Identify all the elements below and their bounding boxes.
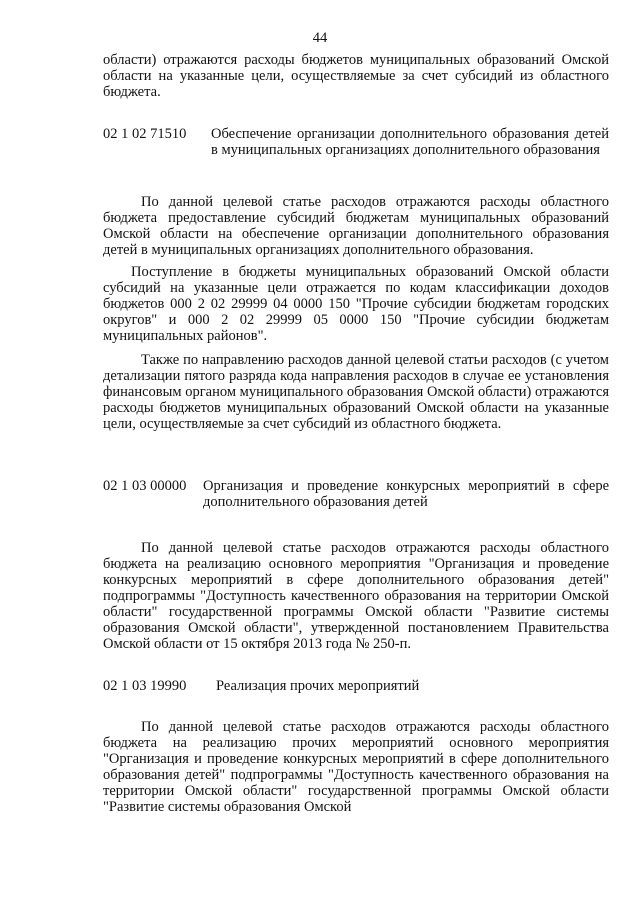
section-code: 02 1 03 00000 bbox=[103, 478, 187, 494]
section-paragraph: Поступление в бюджеты муниципальных образований Омской области субсидий на указанные цели отражается по кодам классификации доходов бюджетов 000 2 02 29999 04 0000 150 "Прочие субсидии бюджетам городских округов" и 000 2 02 29999 05 0000 150 "Прочие субсидии бюджетам муниципальных районов". bbox=[103, 264, 609, 344]
section-paragraph: Также по направлению расходов данной целевой статьи расходов (с учетом детализации пятого разряда кода направления расходов в случае ее установления финансовым органом муниципального образования Омской области) отражаются расходы бюджетов муниципальных образований Омской области на указанные цели, осуществляемые за счет субсидий из областного бюджета. bbox=[103, 352, 609, 432]
section-title: Реализация прочих мероприятий bbox=[216, 678, 420, 694]
section-title: Обеспечение организации дополнительного образования детей в муниципальных организациях дополнительного образования bbox=[211, 126, 609, 158]
section-paragraph: По данной целевой статье расходов отражаются расходы областного бюджета на реализацию прочих мероприятий основного мероприятия "Организация и проведение конкурсных мероприятий в сфере дополнительного образования детей" подпрограммы "Доступность качественного образования на территории Омской области" государственной программы Омской области "Развитие системы образования Омской bbox=[103, 719, 609, 815]
section-paragraph: По данной целевой статье расходов отражаются расходы областного бюджета на реализацию основного мероприятия "Организация и проведение конкурсных мероприятий в сфере дополнительного образования детей" подпрограммы "Доступность качественного образования на территории Омской области" государственной программы Омской области "Развитие системы образования Омской области", утвержденной постановлением Правительства Омской области от 15 октября 2013 года № 250-п. bbox=[103, 540, 609, 652]
page-number: 44 bbox=[312, 30, 328, 46]
section-title: Организация и проведение конкурсных мероприятий в сфере дополнительного образования детей bbox=[203, 478, 609, 510]
section-paragraph: По данной целевой статье расходов отражаются расходы областного бюджета предоставление субсидий бюджетам муниципальных образований Омской области на обеспечение организации дополнительного образования детей в муниципальных организациях дополнительного образования. bbox=[103, 194, 609, 258]
section-heading bbox=[103, 126, 609, 158]
section-code: 02 1 02 71510 bbox=[103, 126, 187, 142]
section-code: 02 1 03 19990 bbox=[103, 678, 187, 694]
intro-paragraph: области) отражаются расходы бюджетов муниципальных образований Омской области на указанные цели, осуществляемые за счет субсидий из областного бюджета. bbox=[103, 52, 609, 100]
section-heading bbox=[103, 478, 609, 510]
section-heading bbox=[103, 678, 609, 694]
